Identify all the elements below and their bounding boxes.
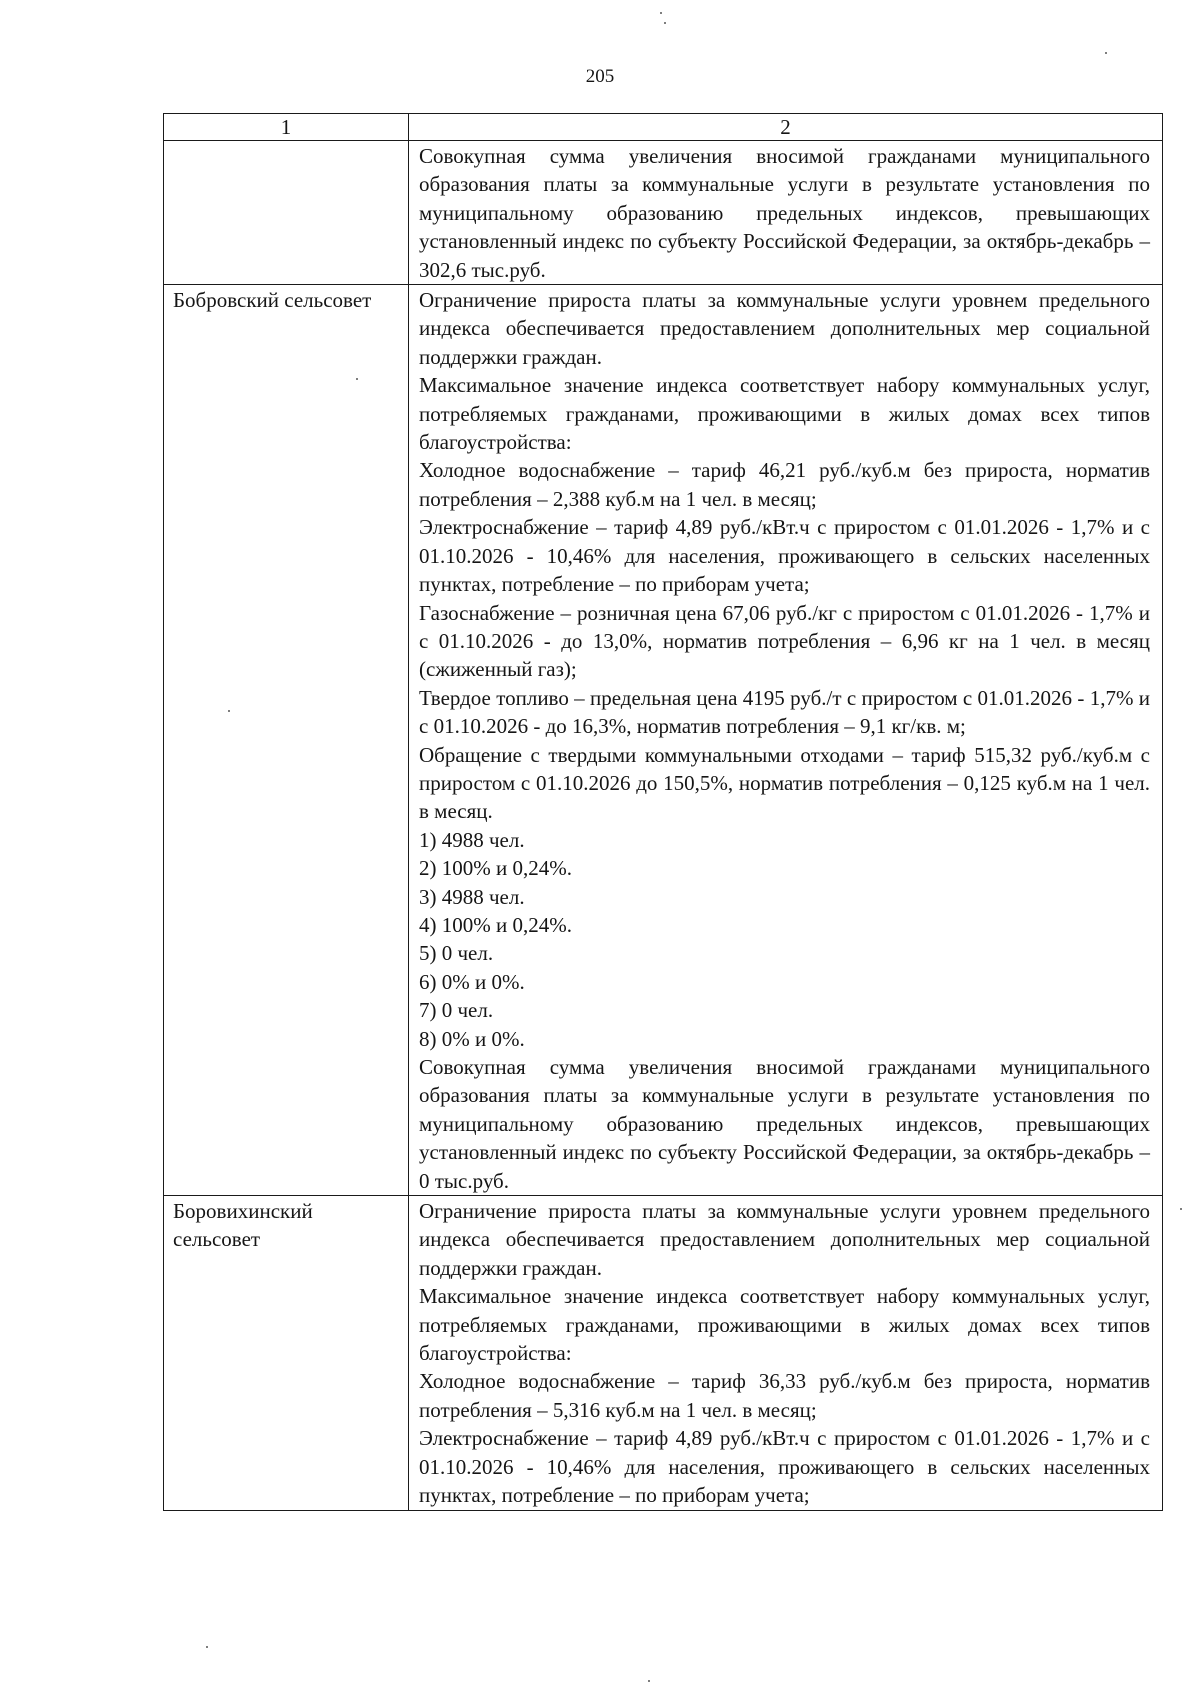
- list-item: 4) 100% и 0,24%.: [419, 912, 572, 937]
- scan-speck: [356, 378, 358, 380]
- list-item: 7) 0 чел.: [419, 998, 494, 1023]
- column-header-2: 2: [409, 114, 1163, 141]
- row-content: [409, 285, 1163, 1196]
- electricity-paragraph: Электроснабжение – тариф 4,89 руб./кВт.ч с приростом с 01.01.2026 - 1,7% и с 01.10.2026 - 10,46% для населения, проживающего в сельских населенных пунктах, потребление – по приборам учета;: [419, 515, 1150, 597]
- limit-paragraph: Ограничение прироста платы за коммунальные услуги уровнем предельного индекса обеспечивается предоставлением дополнительных мер социальной поддержки граждан.: [419, 1199, 1150, 1280]
- electricity-paragraph: Электроснабжение – тариф 4,89 руб./кВт.ч с приростом с 01.01.2026 - 1,7% и с 01.10.2026 - 10,46% для населения, проживающего в сельских населенных пунктах, потребление – по приборам учета;: [419, 1426, 1150, 1508]
- municipality-name: Бобровский сельсовет: [164, 285, 409, 1196]
- municipality-name: Боровихинский сельсовет: [164, 1196, 409, 1510]
- cold-water-paragraph: Холодное водоснабжение – тариф 46,21 руб./куб.м без прироста, норматив потребления – 2,388 куб.м на 1 чел. в месяц;: [419, 458, 1150, 511]
- total-sum-paragraph: Совокупная сумма увеличения вносимой гражданами муниципального образования платы за коммунальные услуги в результате установления по муниципальному образованию предельных индексов, превышающих установленный индекс по субъекту Российской Федерации, за октябрь-декабрь – 0 тыс.руб.: [419, 1055, 1150, 1193]
- table-row: [164, 1196, 1163, 1510]
- total-sum-paragraph: Совокупная сумма увеличения вносимой гражданами муниципального образования платы за коммунальные услуги в результате установления по муниципальному образованию предельных индексов, превышающих установленный индекс по субъекту Российской Федерации, за октябрь-декабрь – 302,6 тыс.руб.: [419, 144, 1150, 282]
- list-item: 3) 4988 чел.: [419, 884, 525, 909]
- scan-speck: [1180, 1208, 1182, 1210]
- scan-speck: [206, 1646, 208, 1648]
- scan-speck: [648, 1680, 650, 1682]
- scan-speck: [1105, 52, 1107, 54]
- column-header-1: 1: [164, 114, 409, 141]
- page-number: 205: [585, 66, 615, 87]
- table-header-row: [164, 114, 1163, 141]
- gas-paragraph: Газоснабжение – розничная цена 67,06 руб./кг с приростом с 01.01.2026 - 1,7% и с 01.10.2026 - до 13,0%, норматив потребления – 6,96 кг на 1 чел. в месяц (сжиженный газ);: [419, 600, 1150, 682]
- list-item: 8) 0% и 0%.: [419, 1026, 525, 1051]
- scan-speck: [660, 12, 662, 14]
- row-content: [409, 1196, 1163, 1510]
- solid-fuel-paragraph: Твердое топливо – предельная цена 4195 руб./т с приростом с 01.01.2026 - 1,7% и с 01.10.2026 - до 16,3%, норматив потребления – 9,1 кг/кв. м;: [419, 685, 1150, 739]
- list-item: 1) 4988 чел.: [419, 827, 525, 852]
- table-row: [164, 285, 1163, 1196]
- list-item: 6) 0% и 0%.: [419, 969, 525, 994]
- table-row: [164, 141, 1163, 285]
- waste-paragraph: Обращение с твердыми коммунальными отходами – тариф 515,32 руб./куб.м с приростом с 01.10.2026 до 150,5%, норматив потребления – 0,125 куб.м на 1 чел. в месяц.: [419, 742, 1150, 824]
- max-index-paragraph: Максимальное значение индекса соответствует набору коммунальных услуг, потребляемых гражданами, проживающими в жилых домах всех типов благоустройства:: [419, 1284, 1150, 1366]
- max-index-paragraph: Максимальное значение индекса соответствует набору коммунальных услуг, потребляемых гражданами, проживающими в жилых домах всех типов благоустройства:: [419, 373, 1150, 455]
- scan-speck: [664, 22, 666, 24]
- row-content: [409, 141, 1163, 285]
- scan-speck: [228, 710, 230, 712]
- list-item: 5) 0 чел.: [419, 941, 494, 966]
- list-item: 2) 100% и 0,24%.: [419, 856, 572, 881]
- cold-water-paragraph: Холодное водоснабжение – тариф 36,33 руб./куб.м без прироста, норматив потребления – 5,316 куб.м на 1 чел. в месяц;: [419, 1369, 1150, 1422]
- tariff-table: [163, 113, 1163, 1511]
- municipality-name: [164, 141, 409, 285]
- limit-paragraph: Ограничение прироста платы за коммунальные услуги уровнем предельного индекса обеспечивается предоставлением дополнительных мер социальной поддержки граждан.: [419, 288, 1150, 369]
